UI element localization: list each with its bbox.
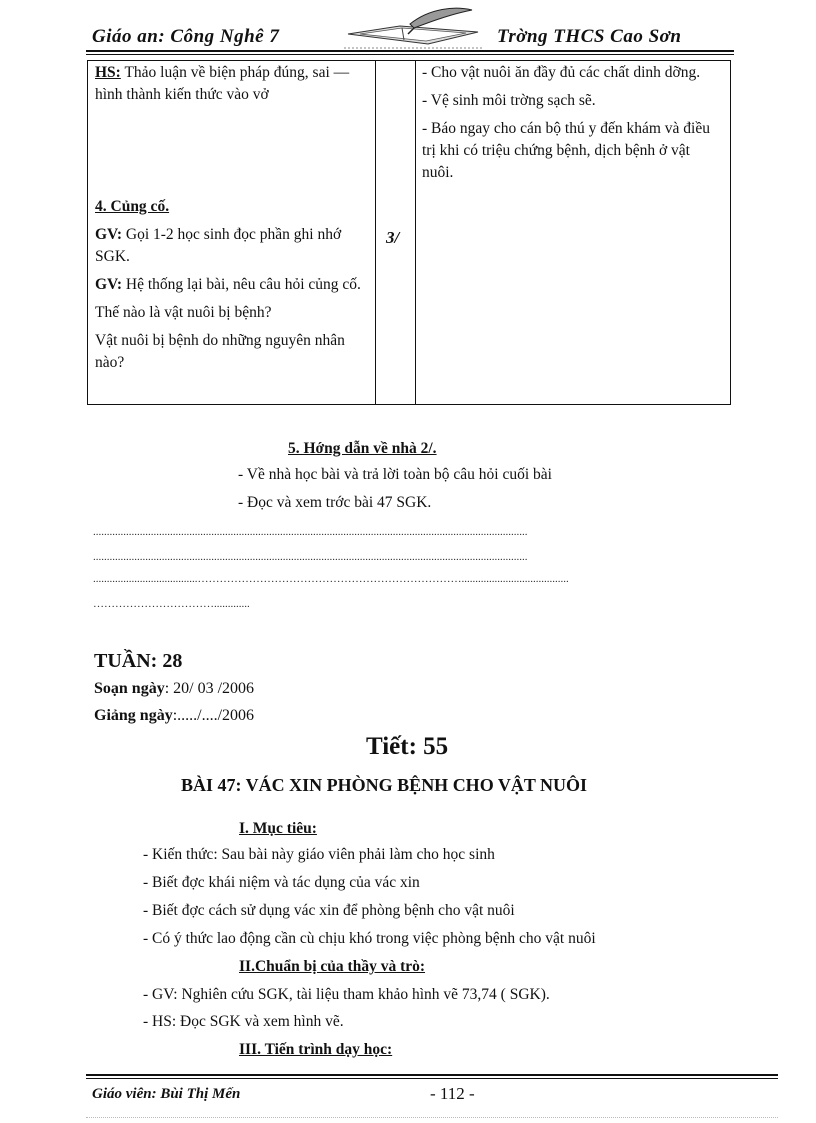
preparation-line: - HS: Đọc SGK và xem hình vẽ. xyxy=(143,1013,344,1030)
header-rule-thin xyxy=(86,54,734,55)
list-item: - Vệ sinh môi trờng sạch sẽ. xyxy=(422,92,596,109)
objectives-title: I. Mục tiêu: xyxy=(239,820,317,837)
table-divider xyxy=(375,60,376,405)
footer-rule xyxy=(86,1074,778,1076)
question: Vật nuôi bị bệnh do những nguyên nhân nào? xyxy=(95,332,345,371)
footer-dotted-rule xyxy=(86,1117,778,1118)
page-number: - 112 - xyxy=(430,1084,475,1103)
gv-label: GV: xyxy=(95,276,122,293)
time-value: 3/ xyxy=(386,228,400,247)
section-4-title: 4. Củng cố. xyxy=(95,198,170,215)
table-divider xyxy=(415,60,416,405)
header-school: Trờng THCS Cao Sơn xyxy=(497,26,682,47)
prep-date-value: : 20/ 03 /2006 xyxy=(164,680,255,697)
gv-label: GV: xyxy=(95,226,122,243)
footer-teacher: Giáo viên: Bùi Thị Mến xyxy=(92,1086,241,1102)
gv-text: Gọi 1-2 học sinh đọc phần ghi nhớ SGK. xyxy=(95,226,342,265)
book-quill-icon xyxy=(340,4,485,50)
hs-label: HS: xyxy=(95,64,121,81)
hs-text: Thảo luận về biện pháp đúng, sai — hình thành kiến thức vào vở xyxy=(95,64,350,103)
note-line: .............................................................................................................................................................. xyxy=(93,551,528,563)
procedure-title: III. Tiến trình dạy học: xyxy=(239,1041,393,1058)
table-left-cell-lower xyxy=(95,196,367,380)
teach-date-value: :...../..../2006 xyxy=(172,707,255,724)
preparation-title: II.Chuẩn bị của thầy và trò: xyxy=(239,958,426,975)
objective-line: - Kiến thức: Sau bài này giáo viên phải làm cho học sinh xyxy=(143,846,495,863)
homework-title: 5. Hớng dẫn về nhà 2/. xyxy=(288,440,437,457)
objective-line: - Có ý thức lao động cần cù chịu khó trong việc phòng bệnh cho vật nuôi xyxy=(143,930,596,947)
note-line: ……………………………............. xyxy=(93,598,250,610)
question: Thế nào là vật nuôi bị bệnh? xyxy=(95,304,272,321)
footer-rule-thin xyxy=(86,1078,778,1079)
homework-line: - Về nhà học bài và trả lời toàn bộ câu hỏi cuối bài xyxy=(238,466,552,483)
week-label: TUẦN: 28 xyxy=(94,650,183,672)
header-rule xyxy=(86,50,734,52)
preparation-line: - GV: Nghiên cứu SGK, tài liệu tham khảo hình vẽ 73,74 ( SGK). xyxy=(143,986,550,1003)
gv-text: Hệ thống lại bài, nêu câu hỏi củng cố. xyxy=(122,276,361,293)
homework-line: - Đọc và xem trớc bài 47 SGK. xyxy=(238,494,432,511)
list-item: - Báo ngay cho cán bộ thú y đến khám và điều trị khi có triệu chứng bệnh, dịch bệnh ở vật nuôi. xyxy=(422,120,710,181)
note-line: ......................................………………………………………………………………....................................... xyxy=(93,573,569,585)
objective-line: - Biết đợc cách sử dụng vác xin để phòng bệnh cho vật nuôi xyxy=(143,902,515,919)
teach-date-label: Giảng ngày xyxy=(94,707,173,724)
prep-date-label: Soạn ngày xyxy=(94,680,165,697)
prep-date xyxy=(94,680,254,698)
list-item: - Cho vật nuôi ăn đầy đủ các chất dinh dỡng. xyxy=(422,64,701,81)
objective-line: - Biết đợc khái niệm và tác dụng của vác xin xyxy=(143,874,420,891)
header-subject: Giáo an: Công Nghê 7 xyxy=(92,26,280,47)
lesson-title: BÀI 47: VÁC XIN PHÒNG BỆNH CHO VẬT NUÔI xyxy=(181,775,588,795)
table-right-cell xyxy=(422,62,724,190)
table-left-cell xyxy=(95,62,367,112)
period-title: Tiết: 55 xyxy=(366,733,449,760)
note-line: .............................................................................................................................................................. xyxy=(93,526,528,538)
teach-date xyxy=(94,707,254,725)
